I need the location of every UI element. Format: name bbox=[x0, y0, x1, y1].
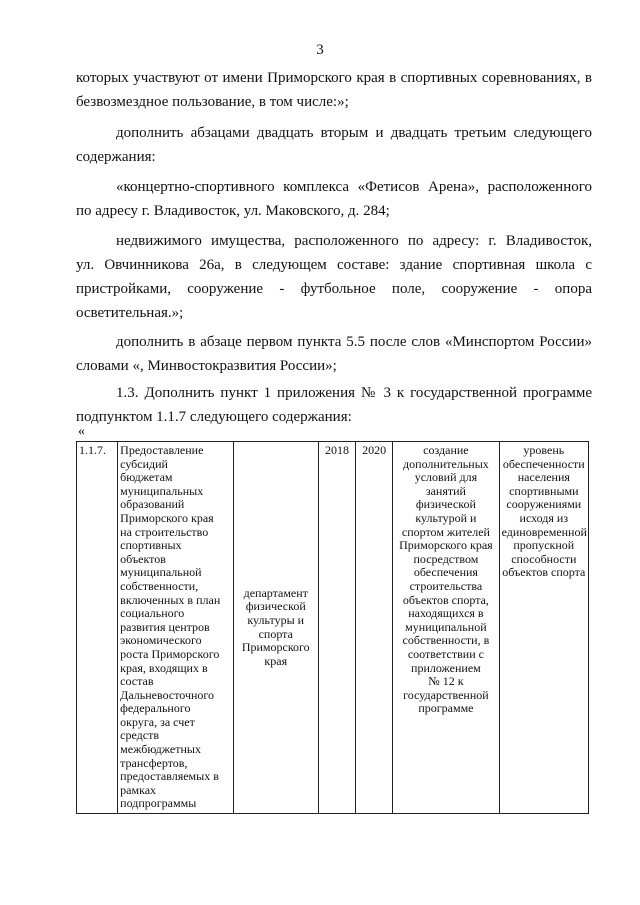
cell-text-line: департамент bbox=[243, 585, 308, 600]
cell-text-line: спортом жителей bbox=[401, 524, 490, 539]
cell-text-line: развития центров bbox=[120, 619, 210, 634]
cell-text-line: состав bbox=[120, 674, 154, 689]
paragraph-item-1-3 bbox=[76, 381, 592, 429]
cell-text-line: способности bbox=[511, 551, 577, 566]
cell-text-line: сооружениями bbox=[506, 497, 582, 512]
cell-text-line: обеспечения bbox=[413, 565, 478, 580]
cell-text-line: создание bbox=[423, 443, 469, 457]
text-line: содержания: bbox=[76, 149, 156, 165]
cell-text-line: приложением bbox=[411, 660, 481, 675]
cell-text-line: объектов bbox=[120, 551, 166, 566]
text-line: дополнить абзацами двадцать вторым и двадцать третьим следующего bbox=[116, 125, 592, 141]
cell-activity-name bbox=[118, 442, 233, 814]
cell-text-line: объектов спорта, bbox=[402, 592, 489, 607]
cell-text-line: на строительство bbox=[120, 524, 209, 539]
cell-executor bbox=[233, 442, 318, 814]
cell-text-line: уровень bbox=[523, 443, 565, 457]
paragraph-real-estate bbox=[76, 229, 592, 325]
paragraph-fetisov-arena bbox=[76, 175, 592, 223]
cell-text-line: подпрограммы bbox=[120, 796, 197, 811]
cell-text-line: края, входящих в bbox=[120, 660, 208, 675]
cell-text-line: роста Приморского bbox=[120, 646, 220, 661]
cell-expected-result bbox=[393, 442, 499, 814]
cell-text-line: социального bbox=[120, 606, 185, 621]
cell-text-line: Приморского края bbox=[399, 538, 493, 553]
cell-text-line: находящихся в bbox=[408, 606, 484, 621]
text-line: дополнить в абзаце первом пункта 5.5 после слов «Минспортом России» bbox=[116, 334, 592, 350]
cell-number: 1.1.7. bbox=[77, 442, 118, 814]
opening-quote-mark: « bbox=[78, 424, 85, 439]
cell-text-line: физической bbox=[415, 497, 476, 512]
cell-text-line: спортивных bbox=[120, 538, 182, 553]
text-line: безвозмездное пользование, в том числе:»; bbox=[76, 94, 349, 110]
paragraph-amend-5-5 bbox=[76, 330, 592, 378]
text-line: 1.3. Дополнить пункт 1 приложения № 3 к государственной программе bbox=[116, 385, 592, 401]
text-line: недвижимого имущества, расположенного по адресу: г. Владивосток, bbox=[116, 233, 592, 249]
text-line: которых участвуют от имени Приморского края в спортивных соревнованиях, в bbox=[76, 70, 592, 86]
cell-text-line: края bbox=[264, 653, 288, 668]
cell-text-line: № 12 к bbox=[428, 674, 464, 689]
cell-text-line: предоставляемых в bbox=[120, 769, 219, 784]
cell-text-line: собственности, в bbox=[402, 633, 490, 648]
cell-text-line: субсидий bbox=[120, 456, 168, 471]
cell-text-line: соответствии с bbox=[407, 646, 484, 661]
text-line: осветительная.»; bbox=[76, 305, 184, 321]
cell-text-line: муниципальных bbox=[120, 483, 204, 498]
cell-year-start: 2018 bbox=[318, 442, 355, 814]
cell-text-line: трансфертов, bbox=[120, 755, 188, 770]
cell-text-line: строительства bbox=[409, 578, 483, 593]
cell-indicator bbox=[499, 442, 588, 814]
cell-text-line: спортивными bbox=[509, 483, 579, 498]
cell-text-line: бюджетам bbox=[120, 470, 173, 485]
cell-text-line: программе bbox=[418, 701, 474, 716]
text-line: подпунктом 1.1.7 следующего содержания: bbox=[76, 409, 352, 425]
cell-text-line: дополнительных bbox=[403, 456, 489, 471]
cell-text-line: включенных в план bbox=[120, 592, 221, 607]
text-line: по адресу г. Владивосток, ул. Маковского, д. 284; bbox=[76, 203, 390, 219]
cell-text-line: межбюджетных bbox=[120, 742, 201, 757]
cell-text-line: муниципальной bbox=[405, 619, 487, 634]
cell-text-line: образований bbox=[120, 497, 185, 512]
cell-text-line: экономического bbox=[120, 633, 202, 648]
text-line: пристройками, сооружение - футбольное поле, сооружение - опора bbox=[76, 281, 592, 297]
cell-text-line: муниципальной bbox=[120, 565, 202, 580]
cell-text-line: Предоставление bbox=[120, 443, 204, 457]
cell-text-line: единовременной bbox=[501, 524, 587, 539]
cell-text-line: посредством bbox=[413, 551, 479, 566]
cell-text-line: спорта bbox=[258, 626, 293, 641]
cell-text-line: рамках bbox=[120, 782, 157, 797]
text-line: ул. Овчинникова 26а, в следующем составе: здание спортивная школа с bbox=[76, 257, 592, 273]
table-row bbox=[77, 442, 589, 814]
cell-text-line: физической bbox=[245, 599, 306, 614]
cell-text-line: Приморского края bbox=[120, 510, 214, 525]
program-table bbox=[76, 441, 589, 814]
cell-text-line: объектов спорта bbox=[502, 565, 586, 580]
cell-year-end: 2020 bbox=[356, 442, 393, 814]
cell-text-line: Приморского bbox=[241, 640, 310, 655]
cell-text-line: пропускной bbox=[513, 538, 575, 553]
cell-text-line: округа, за счет bbox=[120, 714, 195, 729]
cell-text-line: культурой и bbox=[415, 510, 477, 525]
cell-text-line: обеспеченности bbox=[502, 456, 585, 471]
cell-text-line: Дальневосточного bbox=[120, 687, 215, 702]
cell-text-line: занятий bbox=[425, 483, 466, 498]
cell-text-line: средств bbox=[120, 728, 159, 743]
cell-text-line: государственной bbox=[403, 687, 489, 702]
cell-text-line: исходя из bbox=[519, 510, 569, 525]
cell-text-line: собственности, bbox=[120, 578, 199, 593]
paragraph-amend-add-paragraphs bbox=[76, 121, 592, 169]
cell-text-line: условий для bbox=[414, 470, 478, 485]
page-number: 3 bbox=[316, 42, 324, 58]
text-line: словами «, Минвостокразвития России»; bbox=[76, 358, 337, 374]
text-line: «концертно-спортивного комплекса «Фетисов Арена», расположенного bbox=[116, 179, 592, 195]
cell-text-line: федерального bbox=[120, 701, 191, 716]
cell-text-line: культуры и bbox=[247, 612, 305, 627]
paragraph-continuation bbox=[76, 66, 592, 114]
cell-text-line: населения bbox=[517, 470, 570, 485]
